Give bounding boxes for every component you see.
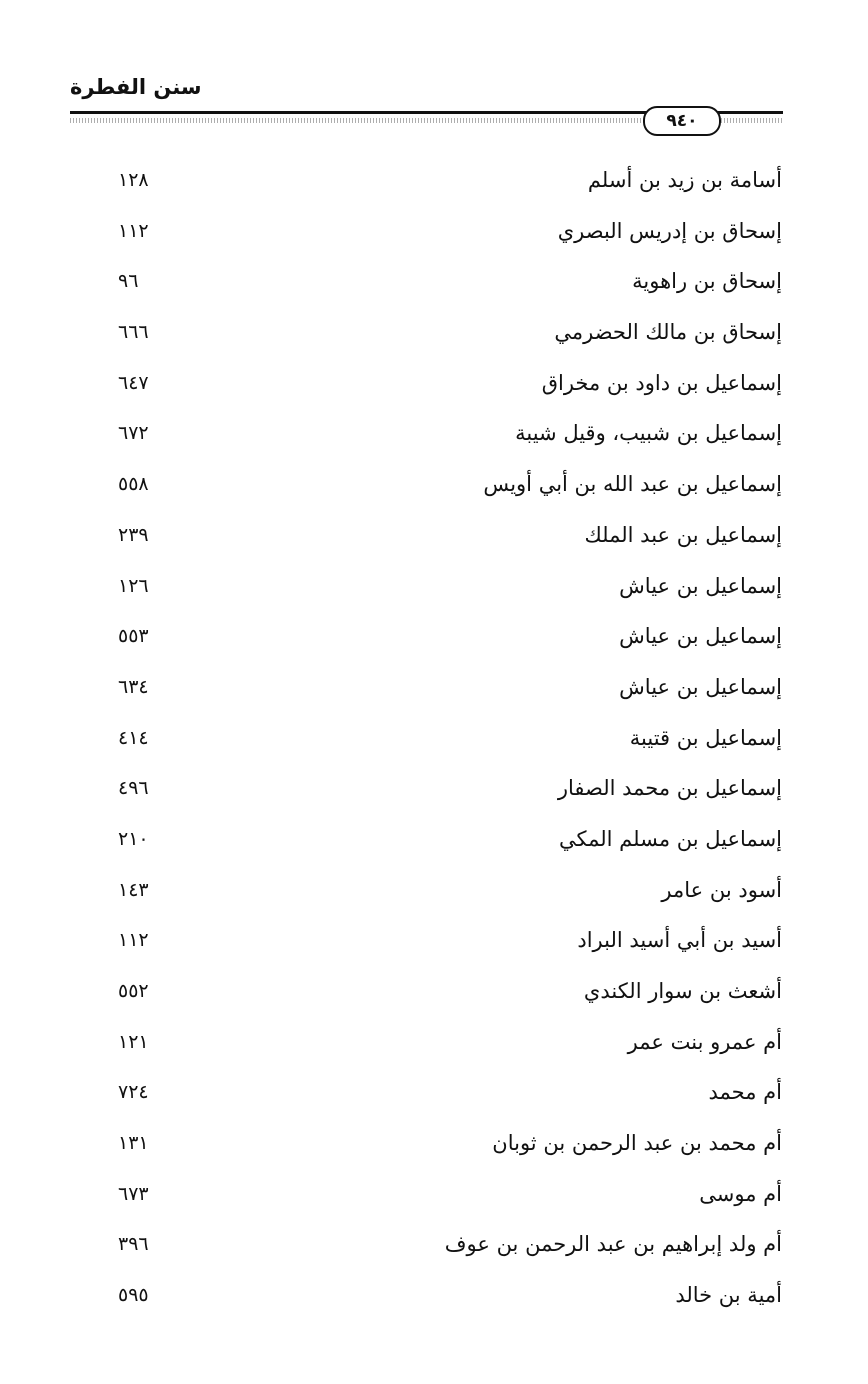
entry-page-number: ٩٦ xyxy=(118,270,139,293)
entry-page-number: ٥٥٣ xyxy=(118,625,149,648)
index-row xyxy=(110,1170,782,1221)
entry-name: إسماعيل بن قتيبة xyxy=(629,725,782,750)
entry-page-number: ٥٥٨ xyxy=(118,473,149,496)
entry-name: إسماعيل بن عياش xyxy=(619,624,782,649)
index-row xyxy=(110,612,782,663)
entry-name: إسماعيل بن عياش xyxy=(619,674,782,699)
index-row xyxy=(110,207,782,258)
index-row xyxy=(110,1119,782,1170)
entry-page-number: ١٤٣ xyxy=(118,878,149,901)
entry-page-number: ١٣١ xyxy=(118,1132,149,1155)
entry-name: أم ولد إبراهيم بن عبد الرحمن بن عوف xyxy=(444,1232,782,1257)
entry-name: أم موسى xyxy=(699,1181,782,1206)
entry-name: إسماعيل بن عبد الملك xyxy=(584,522,782,547)
index-row xyxy=(110,460,782,511)
entry-page-number: ٣٩٦ xyxy=(118,1233,149,1256)
entry-page-number: ٥٩٥ xyxy=(118,1284,149,1307)
entry-page-number: ٦٤٧ xyxy=(118,371,149,394)
index-row xyxy=(110,967,782,1018)
entry-page-number: ٢١٠ xyxy=(118,827,149,850)
entry-page-number: ١٢١ xyxy=(118,1030,149,1053)
entry-page-number: ٦٧٢ xyxy=(118,422,149,445)
entry-name: إسماعيل بن عبد الله بن أبي أويس xyxy=(483,472,782,497)
entry-name: أسامة بن زيد بن أسلم xyxy=(587,168,782,192)
entry-page-number: ٤٩٦ xyxy=(118,777,149,800)
entry-name: أمية بن خالد xyxy=(675,1283,782,1308)
entry-name: إسحاق بن إدريس البصري xyxy=(557,218,782,243)
index-row xyxy=(110,257,782,308)
entry-name: إسحاق بن مالك الحضرمي xyxy=(554,320,782,345)
index-row xyxy=(110,663,782,714)
entry-name: أسود بن عامر xyxy=(661,877,782,902)
entry-page-number: ٢٣٩ xyxy=(118,523,149,546)
entry-name: أسيد بن أبي أسيد البراد xyxy=(577,928,782,953)
index-row xyxy=(110,764,782,815)
entry-name: إسماعيل بن محمد الصفار xyxy=(557,776,782,801)
index-row xyxy=(110,1220,782,1271)
entry-name: أشعث بن سوار الكندي xyxy=(583,979,782,1003)
index-row xyxy=(110,1018,782,1069)
entry-name: إسماعيل بن شبيب، وقيل شيبة xyxy=(515,421,782,446)
entry-page-number: ٤١٤ xyxy=(118,726,149,749)
index-row xyxy=(110,714,782,765)
entry-page-number: ٥٥٢ xyxy=(118,980,149,1002)
entry-name: أم عمرو بنت عمر xyxy=(627,1029,782,1054)
entry-page-number: ١٢٨ xyxy=(118,169,149,191)
entry-name: إسماعيل بن عياش xyxy=(619,573,782,598)
entry-page-number: ١١٢ xyxy=(118,929,149,952)
index-row xyxy=(110,1068,782,1119)
index-row xyxy=(110,916,782,967)
entry-page-number: ١٢٦ xyxy=(118,574,149,597)
index-row xyxy=(110,815,782,866)
index-row xyxy=(110,409,782,460)
index-row xyxy=(110,359,782,410)
book-title: سنن الفطرة xyxy=(70,75,202,99)
entry-name: إسماعيل بن داود بن مخراق xyxy=(541,370,782,395)
entry-page-number: ١١٢ xyxy=(118,219,149,242)
index-row xyxy=(110,562,782,613)
entry-page-number: ٧٢٤ xyxy=(118,1081,149,1104)
entry-page-number: ٦٦٦ xyxy=(118,321,149,344)
index-row xyxy=(110,866,782,917)
index-row xyxy=(110,308,782,359)
index-list xyxy=(110,156,782,1322)
entry-name: إسماعيل بن مسلم المكي xyxy=(559,826,782,851)
entry-page-number: ٦٧٣ xyxy=(118,1182,149,1205)
entry-page-number: ٦٣٤ xyxy=(118,675,149,698)
index-row xyxy=(110,1271,782,1322)
page-number: ٩٤٠ xyxy=(643,106,721,136)
entry-name: إسحاق بن راهوية xyxy=(632,269,782,294)
entry-name: أم محمد بن عبد الرحمن بن ثوبان xyxy=(492,1131,782,1156)
index-row xyxy=(110,511,782,562)
index-row xyxy=(110,156,782,207)
entry-name: أم محمد xyxy=(708,1080,782,1105)
